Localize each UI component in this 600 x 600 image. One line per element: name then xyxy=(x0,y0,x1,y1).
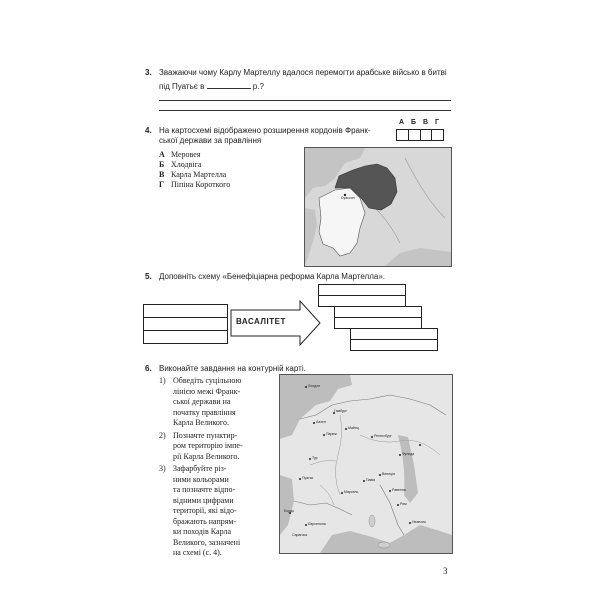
city-label: Равенна xyxy=(392,488,406,492)
task-line: Обведіть суцільною xyxy=(173,376,242,385)
question-5-number: 5. xyxy=(145,272,152,281)
answer-cell-v[interactable] xyxy=(421,129,433,141)
city-label: Майнц xyxy=(348,426,359,430)
option-letter: В xyxy=(159,170,165,179)
scheme-right-box-3b[interactable] xyxy=(350,339,438,351)
task-line: Карла Великого. xyxy=(173,418,229,427)
question-5-text: Доповніть схему «Бенефіціарна реформа Карла Мартелла». xyxy=(159,272,385,281)
question-3-line-2 xyxy=(159,80,459,93)
question-6-number: 6. xyxy=(145,364,152,373)
city-label: Барселона xyxy=(308,522,326,526)
task-3 xyxy=(159,464,269,559)
scheme-center-label: ВАСАЛІТЕТ xyxy=(236,317,286,326)
option-letter: А xyxy=(159,150,165,159)
page-number: 3 xyxy=(443,566,448,576)
city-label: Фульда xyxy=(402,452,415,456)
contour-map-europe[interactable] xyxy=(279,374,453,554)
city-label: Лондон xyxy=(308,384,321,388)
city-label: Регенсбург xyxy=(374,434,392,438)
city-label: Марсель xyxy=(344,490,359,494)
question-3-suffix: р.? xyxy=(252,82,264,91)
answer-grid-letter: Б xyxy=(411,119,417,126)
task-number: 2) xyxy=(159,430,166,440)
option-a[interactable] xyxy=(159,150,230,160)
city-label: Неаполь xyxy=(412,520,427,524)
task-line: Великого, зазначені xyxy=(173,537,241,547)
task-number: 3) xyxy=(159,464,166,473)
city-label: Рим xyxy=(400,502,407,506)
task-line: ром територію імпе- xyxy=(173,441,243,450)
option-text: Меровея xyxy=(171,150,201,159)
task-line: лінією межі Франк- xyxy=(173,386,241,396)
answer-line-1[interactable] xyxy=(159,100,451,101)
city-label: Париж xyxy=(326,432,337,436)
task-line: ки походів Карла xyxy=(173,527,232,536)
answer-cell-b[interactable] xyxy=(409,129,421,141)
question-6-tasks xyxy=(159,376,269,559)
task-line: ними кольорами xyxy=(173,474,229,484)
question-3-line-1: Зважаючи чому Карлу Мартеллу вдалося перемогти арабське військо в битві xyxy=(159,68,447,77)
map-label-soissons: Суассон xyxy=(341,196,355,200)
question-4-number: 4. xyxy=(145,126,152,135)
task-2 xyxy=(159,431,269,463)
task-line: початку правління xyxy=(173,407,236,417)
scheme-left-box-3[interactable] xyxy=(143,330,228,344)
question-3-prefix: під Пуатьє в xyxy=(159,82,205,91)
task-1 xyxy=(159,376,269,429)
answer-line-2[interactable] xyxy=(159,110,451,111)
city-label: Тур xyxy=(312,456,318,460)
option-b[interactable] xyxy=(159,160,230,170)
city-label: Сарагоса xyxy=(292,533,308,537)
question-4-line-1: На картосхемі відображено розширення кордонів Франк- xyxy=(159,126,371,135)
city-label: Пуатьє xyxy=(302,476,314,480)
answer-grid-letter: Г xyxy=(435,119,439,126)
question-4-options xyxy=(159,150,230,190)
city-label: Бордо xyxy=(284,509,295,513)
answer-grid-letter: А xyxy=(399,119,405,126)
frankish-state-map xyxy=(304,147,452,267)
option-v[interactable] xyxy=(159,170,230,180)
task-line: рії Карла Великого. xyxy=(173,451,240,461)
city-label: Павія xyxy=(366,478,375,482)
question-6-intro: Виконайте завдання на контурній карті. xyxy=(159,364,306,373)
task-line: території, які відо- xyxy=(173,506,237,515)
question-4-line-2: ської держави за правління xyxy=(159,136,262,145)
task-line: Зафарбуйте різ- xyxy=(173,464,227,473)
task-line: ської держави на xyxy=(173,397,231,406)
task-line: на схемі (с. 4). xyxy=(173,548,222,557)
option-letter: Б xyxy=(159,160,165,169)
city-label: Гамбург xyxy=(334,409,347,413)
scheme-left-box-1[interactable] xyxy=(143,304,228,318)
option-text: Піпіна Короткого xyxy=(171,180,231,189)
answer-cell-g[interactable] xyxy=(432,129,444,141)
answer-grid-letter: В xyxy=(423,119,429,126)
option-text: Карла Мартелла xyxy=(171,170,227,179)
answer-cell-a[interactable] xyxy=(396,129,409,141)
option-g[interactable] xyxy=(159,180,230,190)
city-label: Венеція xyxy=(382,472,395,476)
task-line: Позначте пунктир- xyxy=(173,430,238,440)
scheme-left-box-2[interactable] xyxy=(143,317,228,331)
task-line: бражають напрям- xyxy=(173,516,237,526)
question-3-year-blank[interactable] xyxy=(207,80,251,89)
option-text: Хлодвіга xyxy=(171,160,202,169)
contour-map-drawing xyxy=(280,375,452,553)
task-number: 1) xyxy=(159,376,166,385)
city-label: Аахен xyxy=(316,420,326,424)
answer-grid xyxy=(396,129,444,139)
task-line: відними цифрами xyxy=(173,495,234,505)
option-letter: Г xyxy=(159,180,165,189)
question-3-number: 3. xyxy=(145,68,152,77)
task-line: та позначте відпо- xyxy=(173,485,236,494)
frankish-state-map-drawing xyxy=(305,148,451,266)
